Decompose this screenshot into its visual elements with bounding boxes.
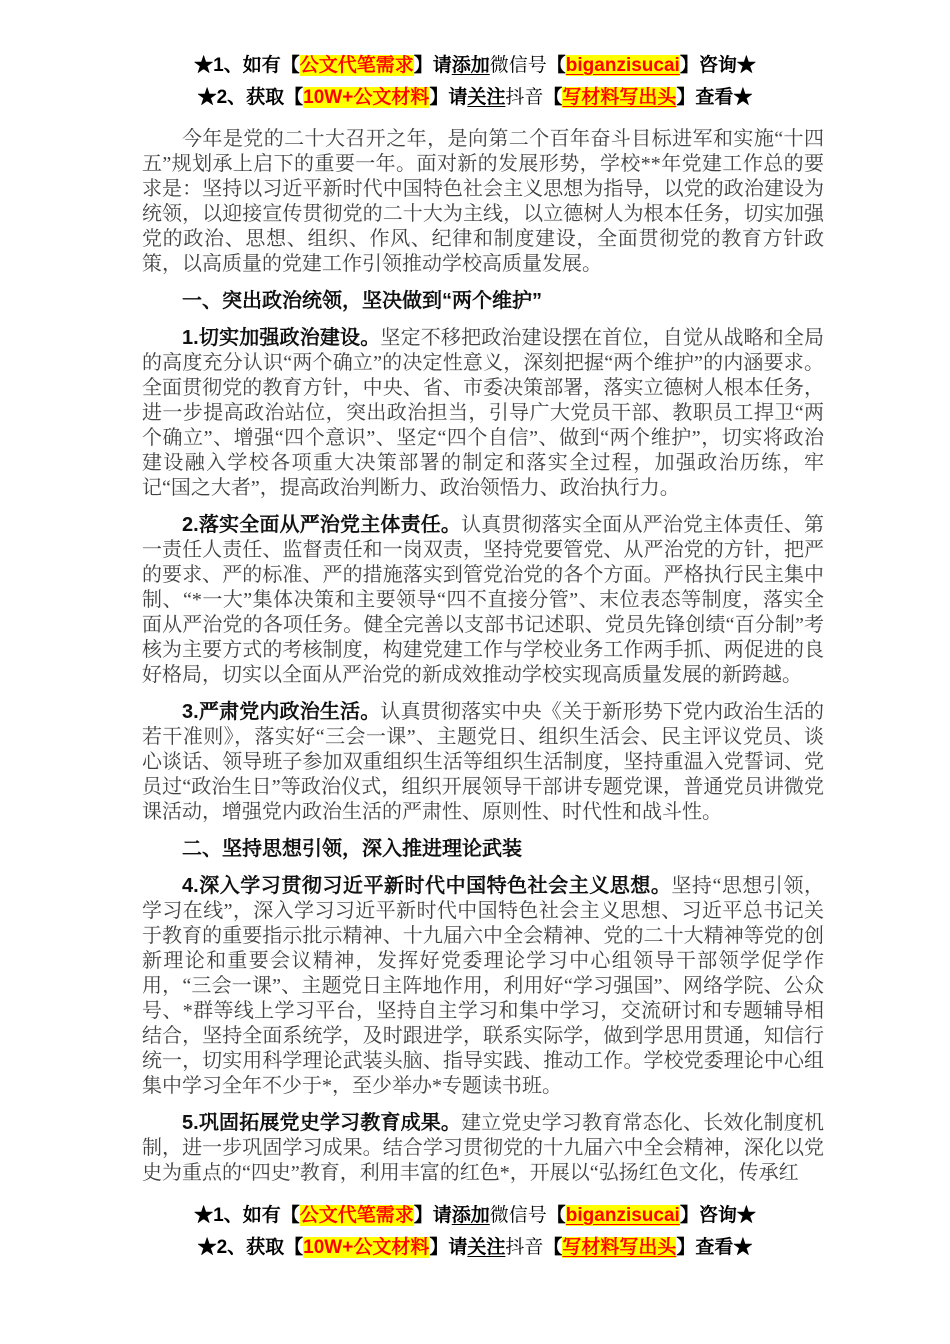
text-segment: 微信号 <box>489 55 547 76</box>
text-segment: 1.切实加强政治建设。 <box>182 327 381 349</box>
text-segment: 10W+公文材料 <box>303 87 430 108</box>
text-segment: 2.落实全面从严治党主体责任。 <box>182 514 462 536</box>
paragraph <box>142 1111 824 1186</box>
text-segment: 】请 <box>429 87 468 108</box>
text-segment: ★1、如有【 <box>194 55 300 76</box>
paragraph <box>142 700 824 825</box>
text-segment: 微信号 <box>489 1205 547 1226</box>
section-heading <box>142 837 824 862</box>
text-segment: 写材料写出头 <box>562 1237 677 1258</box>
text-segment: ★1、如有【 <box>194 1205 300 1226</box>
text-segment: 公文代笔需求 <box>299 55 414 76</box>
text-segment: 关注 <box>467 87 506 108</box>
text-segment: 】请 <box>413 55 452 76</box>
text-segment: 添加 <box>451 55 490 76</box>
text-segment: 二、坚持思想引领，深入推进理论武装 <box>182 838 522 860</box>
text-segment: 】查看★ <box>676 1237 753 1258</box>
text-segment: 【 <box>543 87 563 108</box>
paragraph <box>142 127 824 277</box>
text-segment: 关注 <box>467 1237 506 1258</box>
promo-line-2 <box>0 1232 950 1264</box>
text-segment: 】查看★ <box>676 87 753 108</box>
paragraph <box>142 874 824 1099</box>
paragraph <box>142 326 824 501</box>
text-segment: 抖音 <box>505 1237 544 1258</box>
text-segment: 认真贯彻落实中央《关于新形势下党内政治生活的若干准则》，落实好“三会一课”、主题党日、组织生活会、民主评议党员、谈心谈话、领导班子参加双重组织生活等组织生活制度，坚持重温入党誓词、党员过“政治生日”等政治仪式，组织开展领导干部讲专题党课，普通党员讲微党课活动，增强党内政治生活的严肃性、原则性、时代性和战斗性。 <box>142 701 825 823</box>
text-segment: 写材料写出头 <box>562 87 677 108</box>
text-segment: 5.巩固拓展党史学习教育成果。 <box>182 1112 462 1134</box>
promo-line-1 <box>0 50 950 82</box>
paragraph <box>142 513 824 688</box>
promo-line-1 <box>0 1200 950 1232</box>
text-segment: 【 <box>546 55 566 76</box>
document-body <box>142 127 824 1186</box>
text-segment: 4.深入学习贯彻习近平新时代中国特色社会主义思想。 <box>182 875 672 897</box>
text-segment: 10W+公文材料 <box>303 1237 430 1258</box>
text-segment: 今年是党的二十大召开之年，是向第二个百年奋斗目标进军和实施“十四五”规划承上启下的重要一年。面对新的发展形势，学校**年党建工作总的要求是：坚持以习近平新时代中国特色社会主义思想为指导，以党的政治建设为统领，以迎接宣传贯彻党的二十大为主线，以立德树人为根本任务，切实加强党的政治、思想、组织、作风、纪律和制度建设，全面贯彻党的教育方针政策，以高质量的党建工作引领推动学校高质量发展。 <box>142 128 824 275</box>
text-segment: 坚持“思想引领，学习在线”，深入学习习近平新时代中国特色社会主义思想、习近平总书记关于教育的重要指示批示精神、十九届六中全会精神、党的二十大精神等党的创新理论和重要会议精神，发挥好党委理论学习中心组领导干部领学促学作用，“三会一课”、主题党日主阵地作用，利用好“学习强国”、网络学院、公众号、*群等线上学习平台，坚持自主学习和集中学习，交流研讨和专题辅导相结合，坚持全面系统学，及时跟进学，联系实际学，做到学思用贯通，知信行统一，切实用科学理论武装头脑、指导实践、推动工作。学校党委理论中心组集中学习全年不少于*，至少举办*专题读书班。 <box>142 875 824 1097</box>
text-segment: 【 <box>546 1205 566 1226</box>
text-segment: 3.严肃党内政治生活。 <box>182 701 381 723</box>
text-segment: biganzisucai <box>565 1205 680 1226</box>
text-segment: ★2、获取【 <box>197 87 304 108</box>
promo-banner-top <box>0 0 950 114</box>
text-segment: 坚定不移把政治建设摆在首位，自觉从战略和全局的高度充分认识“两个确立”的决定性意义，深刻把握“两个维护”的内涵要求。全面贯彻党的教育方针，中央、省、市委决策部署，落实立德树人根本任务，进一步提高政治站位，突出政治担当，引导广大党员干部、教职员工捍卫“两个确立”、增强“四个意识”、坚定“四个自信”、做到“两个维护”，切实将政治建设融入学校各项重大决策部署的制定和落实全过程，加强政治历练，牢记“国之大者”，提高政治判断力、政治领悟力、政治执行力。 <box>142 327 825 499</box>
text-segment: 添加 <box>451 1205 490 1226</box>
text-segment: biganzisucai <box>565 55 680 76</box>
text-segment: 建立党史学习教育常态化、长效化制度机制，进一步巩固学习成果。结合学习贯彻党的十九届六中全会精神，深化以党史为重点的“四史”教育，利用丰富的红色*，开展以“弘扬红色文化，传承红 <box>142 1112 825 1184</box>
text-segment: 认真贯彻落实全面从严治党主体责任、第一责任人责任、监督责任和一岗双责，坚持党要管党、从严治党的方针，把严的要求、严的标准、严的措施落实到管党治党的各个方面。严格执行民主集中制、“*一大”集体决策和主要领导“四不直接分管”、末位表态等制度，落实全面从严治党的各项任务。健全完善以支部书记述职、党员先锋创绩“百分制”考核为主要方式的考核制度，构建党建工作与学校业务工作两手抓、两促进的良好格局，切实以全面从严治党的新成效推动学校实现高质量发展的新跨越。 <box>142 514 825 686</box>
text-segment: ★2、获取【 <box>197 1237 304 1258</box>
promo-banner-bottom <box>0 1200 950 1264</box>
text-segment: 一、突出政治统领，坚决做到“两个维护” <box>182 290 542 312</box>
text-segment: 】请 <box>429 1237 468 1258</box>
promo-line-2 <box>0 82 950 114</box>
text-segment: 】咨询★ <box>679 55 756 76</box>
text-segment: 】咨询★ <box>679 1205 756 1226</box>
section-heading <box>142 289 824 314</box>
text-segment: 抖音 <box>505 87 544 108</box>
text-segment: 【 <box>543 1237 563 1258</box>
text-segment: 】请 <box>413 1205 452 1226</box>
text-segment: 公文代笔需求 <box>299 1205 414 1226</box>
